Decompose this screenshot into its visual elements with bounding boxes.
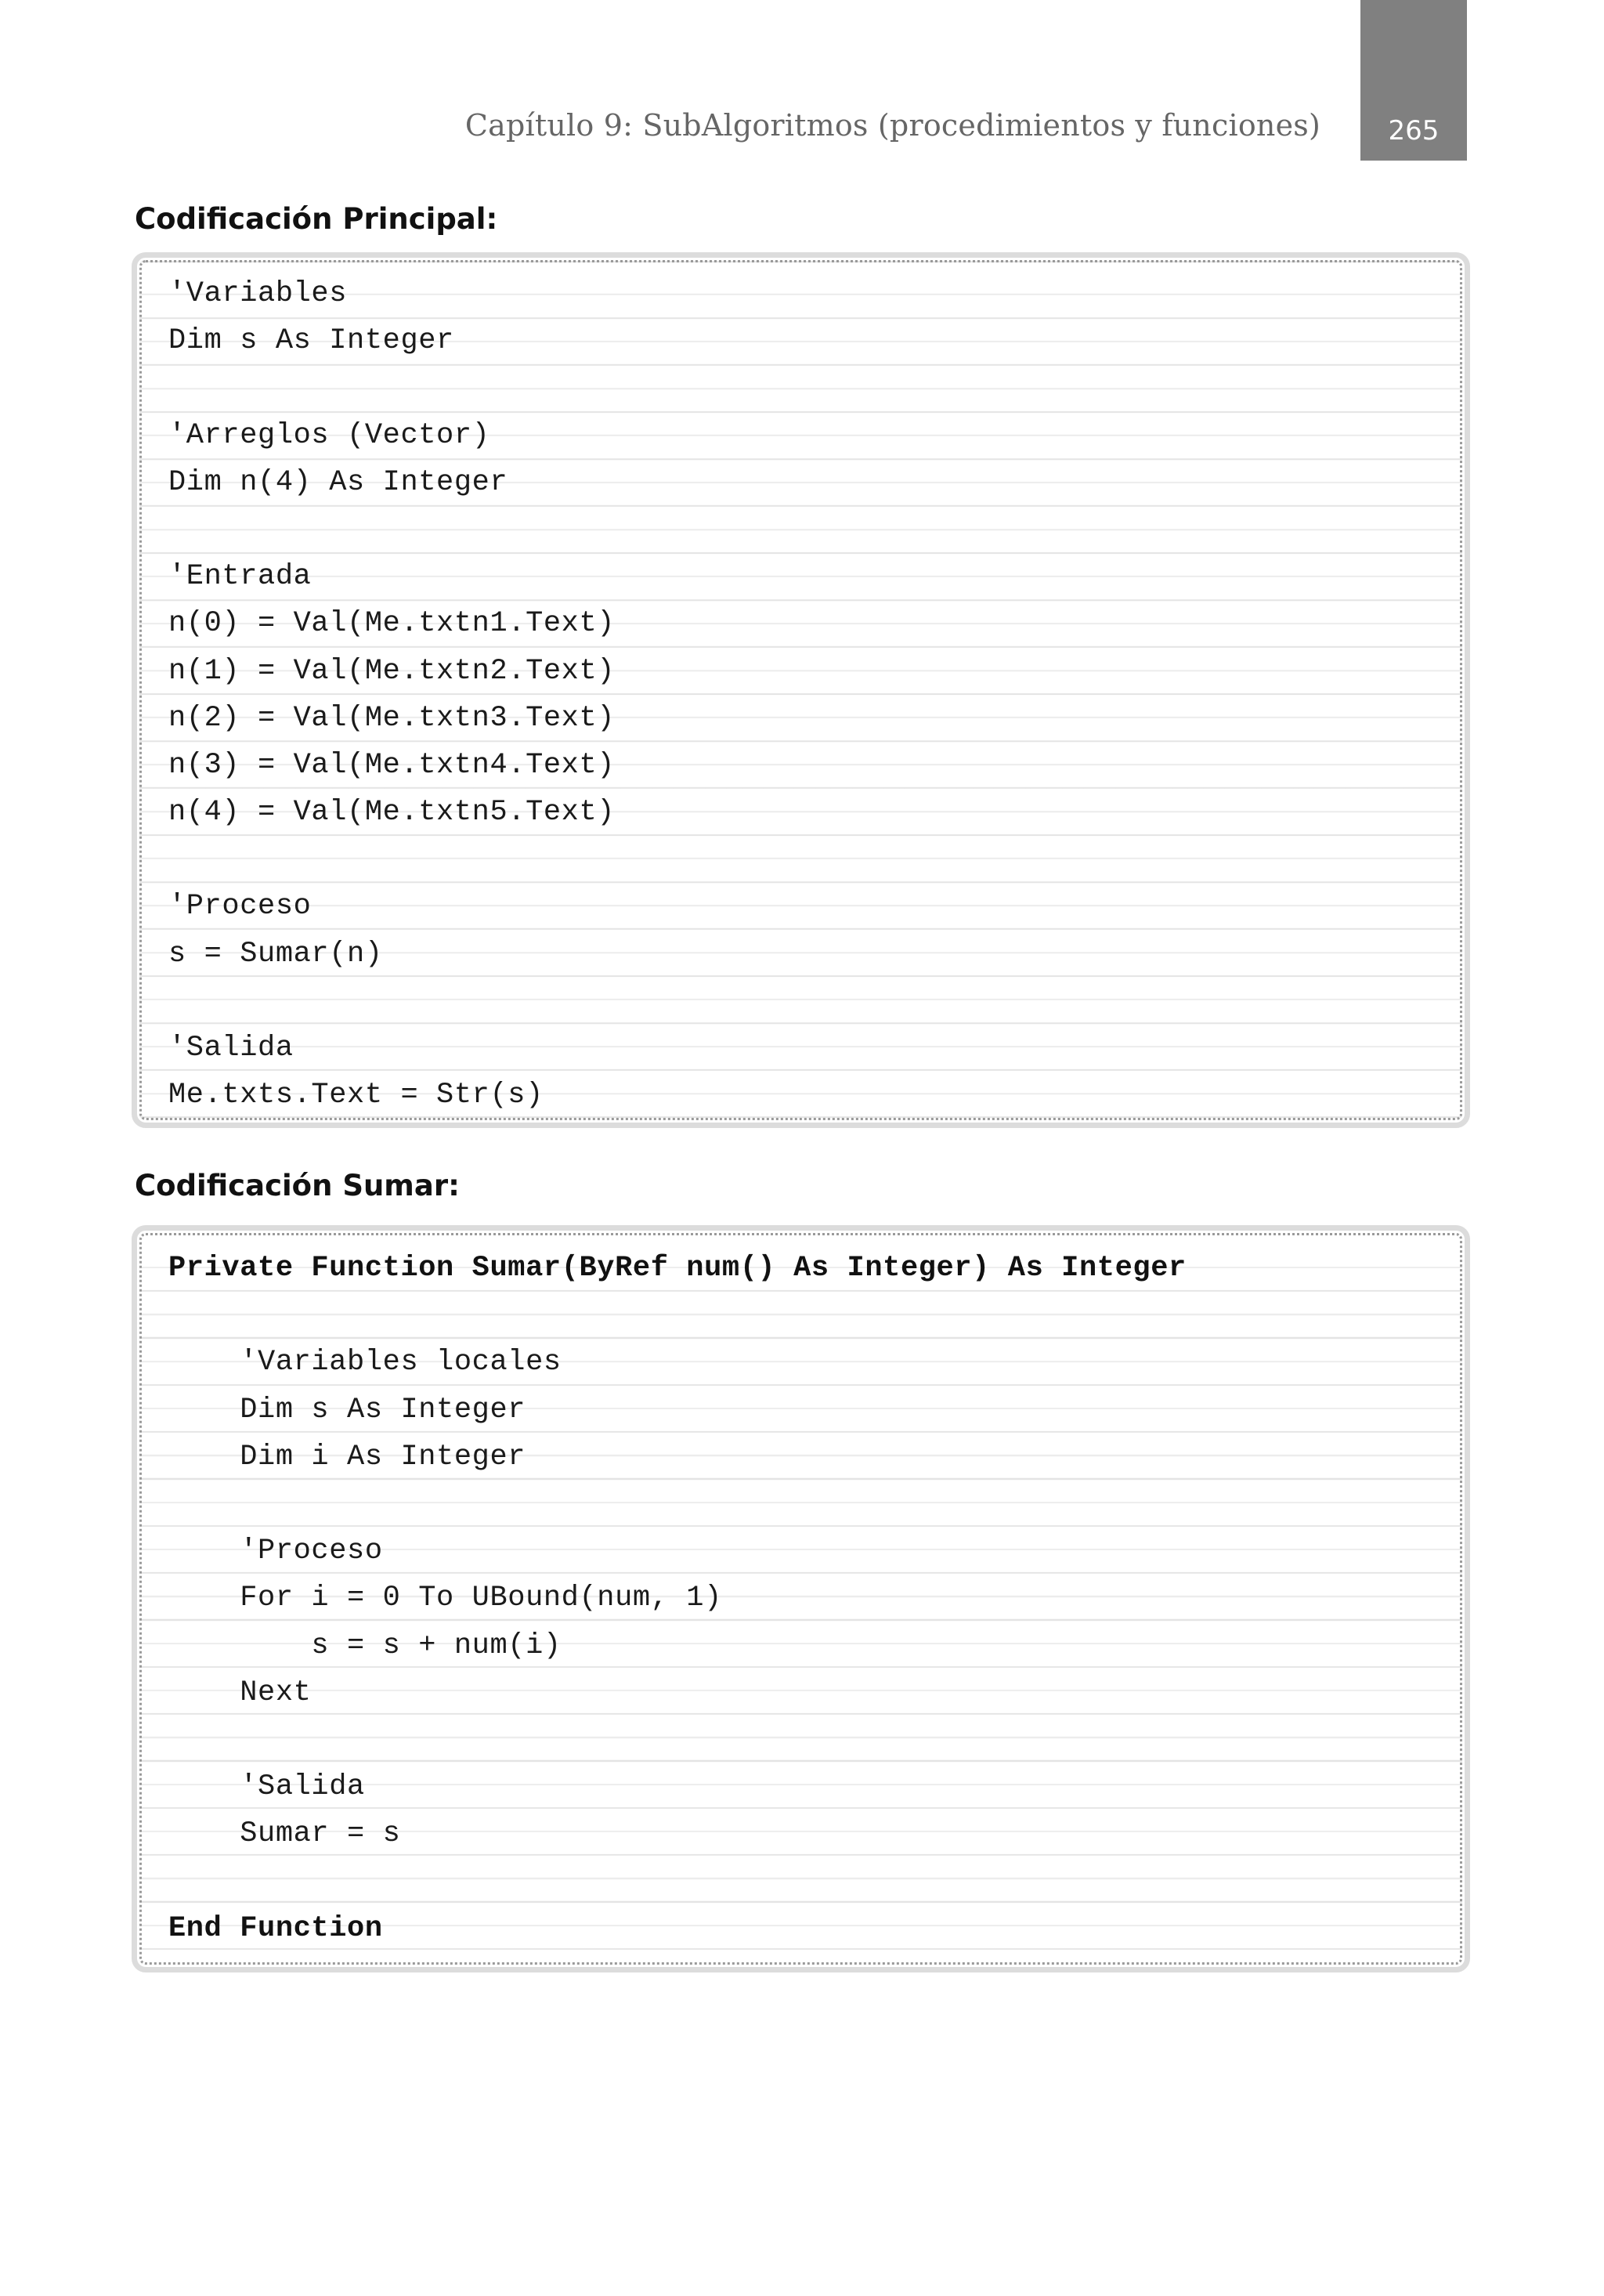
code-line: Me.txts.Text = Str(s) [168, 1079, 544, 1112]
code-block-sumar [132, 1225, 1470, 1972]
code-line: Dim i As Integer [168, 1440, 526, 1473]
section-heading-principal: Codificación Principal: [135, 202, 498, 236]
code-line [168, 1857, 1444, 1904]
code-line: s = s + num(i) [168, 1629, 562, 1662]
code-line: Sumar = s [168, 1817, 401, 1851]
code-line: 'Arreglos (Vector) [168, 418, 490, 452]
code-line [168, 364, 1444, 411]
page-number: 265 [1388, 115, 1440, 146]
code-line: End Function [168, 1911, 383, 1945]
chapter-title: Capítulo 9: SubAlgoritmos (procedimientos y funciones) [464, 108, 1320, 143]
code-line: n(0) = Val(Me.txtn1.Text) [168, 607, 616, 641]
code-line: Private Function Sumar(ByRef num() As Integer) As Integer [168, 1252, 1187, 1285]
code-line: 'Salida [168, 1770, 365, 1804]
code-line: 'Variables locales [168, 1346, 562, 1379]
page-number-tab [1360, 0, 1467, 161]
code-block-inner [139, 1233, 1462, 1965]
code-line: s = Sumar(n) [168, 937, 383, 971]
code-line: 'Proceso [168, 890, 312, 924]
code-block-principal [132, 252, 1470, 1128]
code-line: Next [168, 1676, 312, 1709]
code-line: n(2) = Val(Me.txtn3.Text) [168, 701, 616, 735]
code-lines [168, 1245, 1444, 1952]
code-line: Dim s As Integer [168, 324, 454, 358]
code-line [168, 1716, 1444, 1763]
code-line [168, 506, 1444, 553]
code-line: n(4) = Val(Me.txtn5.Text) [168, 796, 616, 830]
code-line: Dim s As Integer [168, 1393, 526, 1426]
code-line: Dim n(4) As Integer [168, 465, 508, 499]
code-line [168, 978, 1444, 1025]
code-line: 'Proceso [168, 1535, 383, 1568]
section-heading-sumar: Codificación Sumar: [135, 1169, 460, 1202]
code-lines [168, 270, 1444, 1119]
code-line: 'Variables [168, 277, 348, 310]
code-line [168, 836, 1444, 883]
code-line: 'Entrada [168, 560, 312, 594]
code-block-inner [139, 260, 1462, 1120]
code-line: n(1) = Val(Me.txtn2.Text) [168, 654, 616, 688]
code-line: For i = 0 To UBound(num, 1) [168, 1582, 722, 1615]
code-line: 'Salida [168, 1032, 294, 1065]
code-line [168, 1292, 1444, 1339]
code-line [168, 1481, 1444, 1528]
code-line: n(3) = Val(Me.txtn4.Text) [168, 748, 616, 782]
